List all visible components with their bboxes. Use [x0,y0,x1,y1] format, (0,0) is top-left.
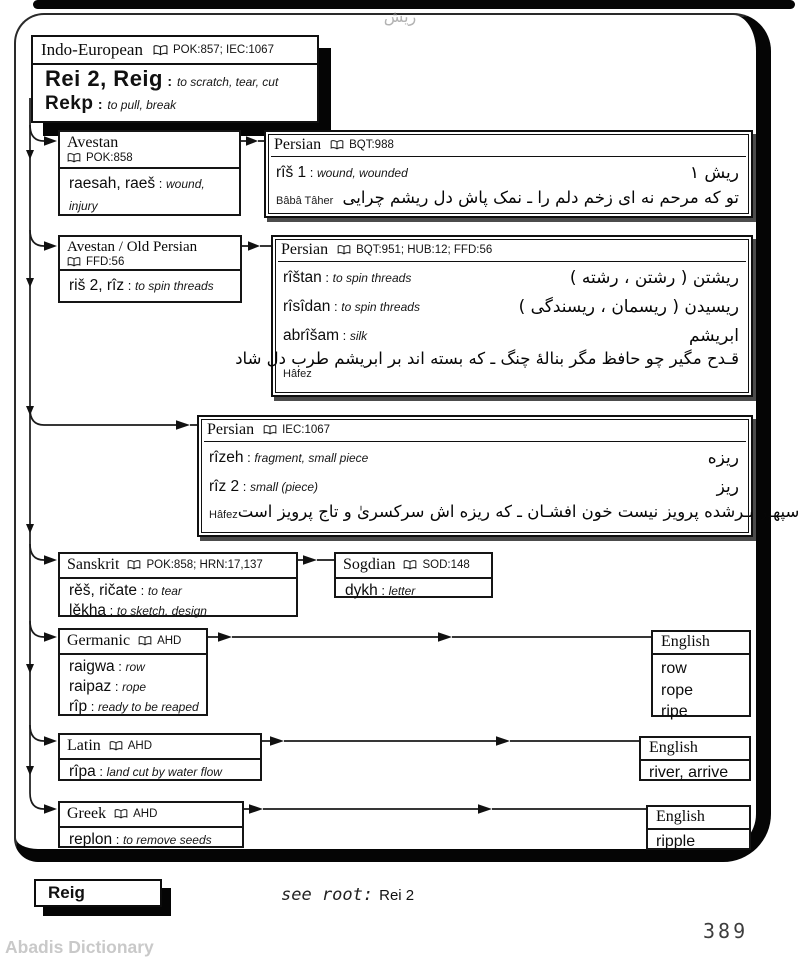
entry-row [199,471,751,500]
root-box-header [33,37,317,65]
language-label: Persian [207,421,255,438]
gloss: fragment, small piece [254,450,369,465]
germanic-header [60,630,206,655]
english-word: rope [661,681,694,699]
latin-body [60,760,260,788]
avestan-body [60,169,239,222]
see-root-target[interactable]: Rei 2 [379,887,415,904]
book-icon [67,153,81,163]
term: rîpa : [69,763,107,780]
book-icon [403,560,417,570]
persian-box-3[interactable] [197,415,800,537]
reference-codes: FFD:56 [86,256,125,268]
language-label: Indo-European [41,40,143,59]
term: rîsîdan : [283,298,341,315]
sogdian-box[interactable] [334,552,493,598]
book-icon [330,140,344,150]
avestan-op-body [60,271,240,302]
gloss: silk [349,328,368,343]
greek-body [60,828,242,856]
page-number: 389 [703,919,749,943]
gloss: to sketch, design [116,604,207,618]
gloss: wound, injury [69,177,205,213]
entry [69,697,198,717]
term: rîzeh : [209,449,254,466]
reference-codes: BQT:951; HUB:12; FFD:56 [356,244,493,256]
english3-header [648,807,749,830]
term: riš 2, rîz : [69,277,135,294]
persian-word: ریسیدن ( ریسمان ، ریسندگی ) [518,296,739,317]
term: abrîšam : [283,327,350,344]
root-gloss: to pull, break [107,98,177,112]
quote-verse: سپهـر بـرشده پرویز نیست خون افشـان ـ که ریزه اش سرکسریٰ و تاج پرویز است [237,502,800,521]
entry [69,829,234,851]
references [67,152,232,164]
reference-codes: SOD:148 [422,559,470,571]
entry-row [273,320,751,349]
greek-header [60,803,242,828]
english1-header [653,632,749,655]
language-label: Germanic [67,632,131,649]
reference-codes: POK:858; HRN:17,137 [146,559,263,571]
root-entry [45,93,311,116]
book-icon [337,245,351,255]
term: rîštan : [283,269,333,286]
entry [69,601,288,621]
term: rîš 1 : [276,164,317,181]
reference-codes: BQT:988 [349,139,394,151]
entry [209,447,368,469]
entry [69,657,198,677]
sanskrit-header [60,554,296,579]
gloss: to spin threads [341,299,420,314]
greek-box[interactable] [58,801,244,848]
root-term: Rekp : [45,93,107,114]
sogdian-header [336,554,491,579]
gloss: small (piece) [250,479,319,494]
term: rěš, ričate : [69,582,148,599]
entry [283,267,411,289]
persian-word: ریزه [707,447,739,468]
persian-word: ریشتن ( رشتن ، رشته ) [569,267,739,288]
term: rîz 2 : [209,478,250,495]
references [330,139,394,151]
english2-header [641,738,749,761]
avestan-header [60,132,239,169]
term: raigwa : [69,658,126,675]
gloss: to spin threads [332,270,412,285]
reference-codes: AHD [133,808,158,820]
quote-verse: تو که مرحم نه ای زخم دلم را ـ نمک پاش دل ریشم چرایی [342,188,739,207]
persian3-header [204,421,746,442]
book-icon [114,809,128,819]
term: rîp : [69,698,98,715]
book-icon [127,560,141,570]
book-icon [109,741,123,751]
gloss: land cut by water flow [106,765,222,779]
book-icon [67,257,81,267]
english-word: river, arrive [649,764,729,781]
english-box-1[interactable] [651,630,751,720]
entry [345,580,483,602]
english-word: ripple [656,833,696,850]
root-box-body [33,65,317,121]
language-label: Latin [67,737,101,754]
entry [209,476,318,498]
term: raipaz : [69,678,122,695]
references [153,44,274,56]
english-box-3[interactable] [646,805,751,850]
term: raesah, raeš : [69,175,166,192]
quote-author: Bâbâ Tâher [276,195,334,207]
entry-row [199,442,751,471]
language-label: Persian [274,136,322,153]
quote-row [199,500,800,523]
root-box-indo-european[interactable] [31,35,319,123]
sanskrit-box[interactable] [58,552,298,617]
quote-verse: قـدح مگیر چو حافظ مگر بنالهٔ چنگ ـ که بسته اند بر ابریشم طرب دل شاد [235,349,739,368]
gloss: letter [388,584,416,598]
entry [69,581,288,601]
cross-reference-headword: Reig [48,883,85,902]
entry-row [273,262,751,291]
avestan-old-persian-box[interactable] [58,235,242,303]
quote-row [235,349,751,382]
latin-box[interactable] [58,733,262,781]
entry [69,761,252,783]
book-icon [263,425,277,435]
gloss: wound, wounded [317,165,408,180]
english1-body [653,655,749,726]
language-label: Persian [281,241,329,258]
english-word: ripe [661,703,688,720]
gloss: rope [122,680,147,694]
reference-codes: AHD [157,635,182,647]
english2-body [641,761,749,787]
sogdian-body [336,579,491,607]
gloss: row [125,660,145,674]
sanskrit-body [60,579,296,626]
persian-word: ریش ۱ [689,162,739,183]
latin-header [60,735,260,760]
running-head-faded: ریش [383,7,417,26]
term: lěkha : [69,602,117,619]
references [337,244,492,256]
watermark: Abadis Dictionary [5,937,154,957]
quote-author: Hâfez [283,368,312,380]
reference-codes: AHD [127,740,153,752]
language-label: English [656,808,705,825]
entry [69,677,198,697]
see-root-line [281,885,414,905]
root-term: Rei 2, Reig : [45,66,177,91]
entry [69,275,232,297]
quote-author: Hâfez [209,509,238,521]
term: replon : [69,831,123,848]
entry [276,162,408,184]
term: dykh : [345,582,389,599]
avestan-op-header [60,237,240,271]
language-label: English [661,633,710,650]
entry-row [266,157,751,186]
references [403,559,469,571]
references [114,808,157,820]
cross-reference-entry-box[interactable] [34,879,162,907]
language-label: Sanskrit [67,556,120,573]
entry [283,325,367,347]
gloss: to spin threads [134,279,214,293]
book-icon [138,636,152,646]
reference-codes: POK:858 [86,152,133,164]
germanic-body [60,655,206,722]
see-root-label: see root: [281,885,374,905]
references [263,424,330,436]
references [67,256,233,268]
references [109,740,152,752]
root-gloss: to scratch, tear, cut [176,75,279,89]
persian-word: ابریشم [688,325,739,346]
avestan-box[interactable] [58,130,241,216]
persian1-header [271,136,746,157]
english-box-2[interactable] [639,736,751,781]
persian2-header [278,241,746,262]
reference-codes: POK:857; IEC:1067 [172,44,274,56]
gloss: to tear [147,584,182,598]
english3-body [648,830,749,856]
language-label: Greek [67,805,107,822]
root-entry [45,68,311,93]
language-label: Avestan [67,134,119,151]
persian-box-2[interactable] [235,235,753,397]
gloss: ready to be reaped [97,700,199,714]
gloss: to remove seeds [122,833,212,847]
language-label: Sogdian [343,556,396,573]
persian-word: ریز [716,476,739,497]
entry-row [273,291,751,320]
language-label: English [649,739,698,756]
entry [283,296,420,318]
entry [69,173,231,217]
references [138,635,181,647]
germanic-box[interactable] [58,628,208,716]
english-word: row [661,660,687,677]
persian-box-1[interactable] [264,130,753,218]
language-label: Avestan / Old Persian [67,239,198,255]
quote-row [266,186,751,209]
reference-codes: IEC:1067 [282,424,331,436]
references [127,559,262,571]
book-icon [153,45,168,56]
